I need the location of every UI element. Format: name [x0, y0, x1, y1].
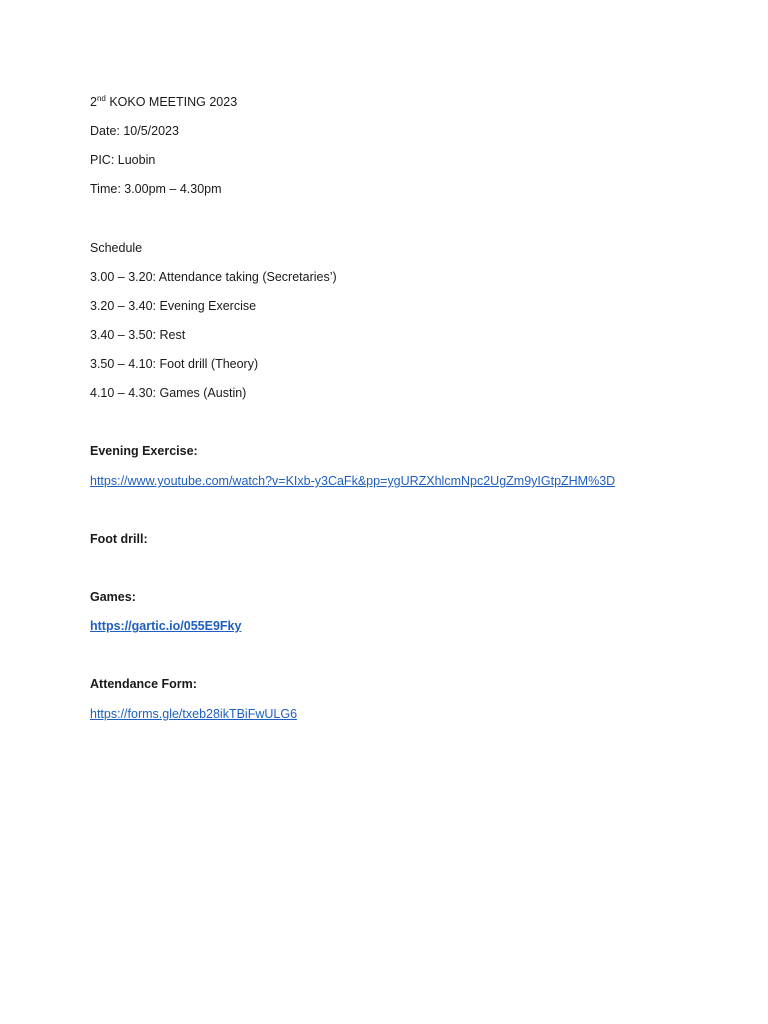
games-link[interactable]: https://gartic.io/055E9Fky [90, 619, 242, 633]
attendance-form-link[interactable]: https://forms.gle/txeb28ikTBiFwULG6 [90, 707, 298, 721]
meeting-date: Date: 10/5/2023 [90, 124, 179, 138]
schedule-item: 3.40 – 3.50: Rest [90, 328, 186, 342]
games-heading: Games: [90, 590, 136, 604]
schedule-item: 3.50 – 4.10: Foot drill (Theory) [90, 357, 259, 371]
meeting-title [90, 94, 237, 110]
schedule-item: 4.10 – 4.30: Games (Austin) [90, 386, 247, 400]
title-text: KOKO MEETING 2023 [105, 95, 238, 109]
schedule-item: 3.20 – 3.40: Evening Exercise [90, 299, 257, 313]
meeting-pic: PIC: Luobin [90, 153, 156, 167]
title-ordinal-suffix: nd [96, 94, 106, 103]
schedule-heading: Schedule [90, 241, 143, 255]
schedule-item: 3.00 – 3.20: Attendance taking (Secretaries’) [90, 270, 337, 284]
foot-drill-heading: Foot drill: [90, 532, 148, 546]
attendance-form-heading: Attendance Form: [90, 677, 197, 691]
evening-exercise-link[interactable]: https://www.youtube.com/watch?v=KIxb-y3CaFk&pp=ygURZXhlcmNpc2UgZm9yIGtpZHM%3D [90, 474, 616, 488]
evening-exercise-heading: Evening Exercise: [90, 444, 198, 458]
title-number: 2 [90, 95, 97, 109]
meeting-time: Time: 3.00pm – 4.30pm [90, 182, 222, 196]
